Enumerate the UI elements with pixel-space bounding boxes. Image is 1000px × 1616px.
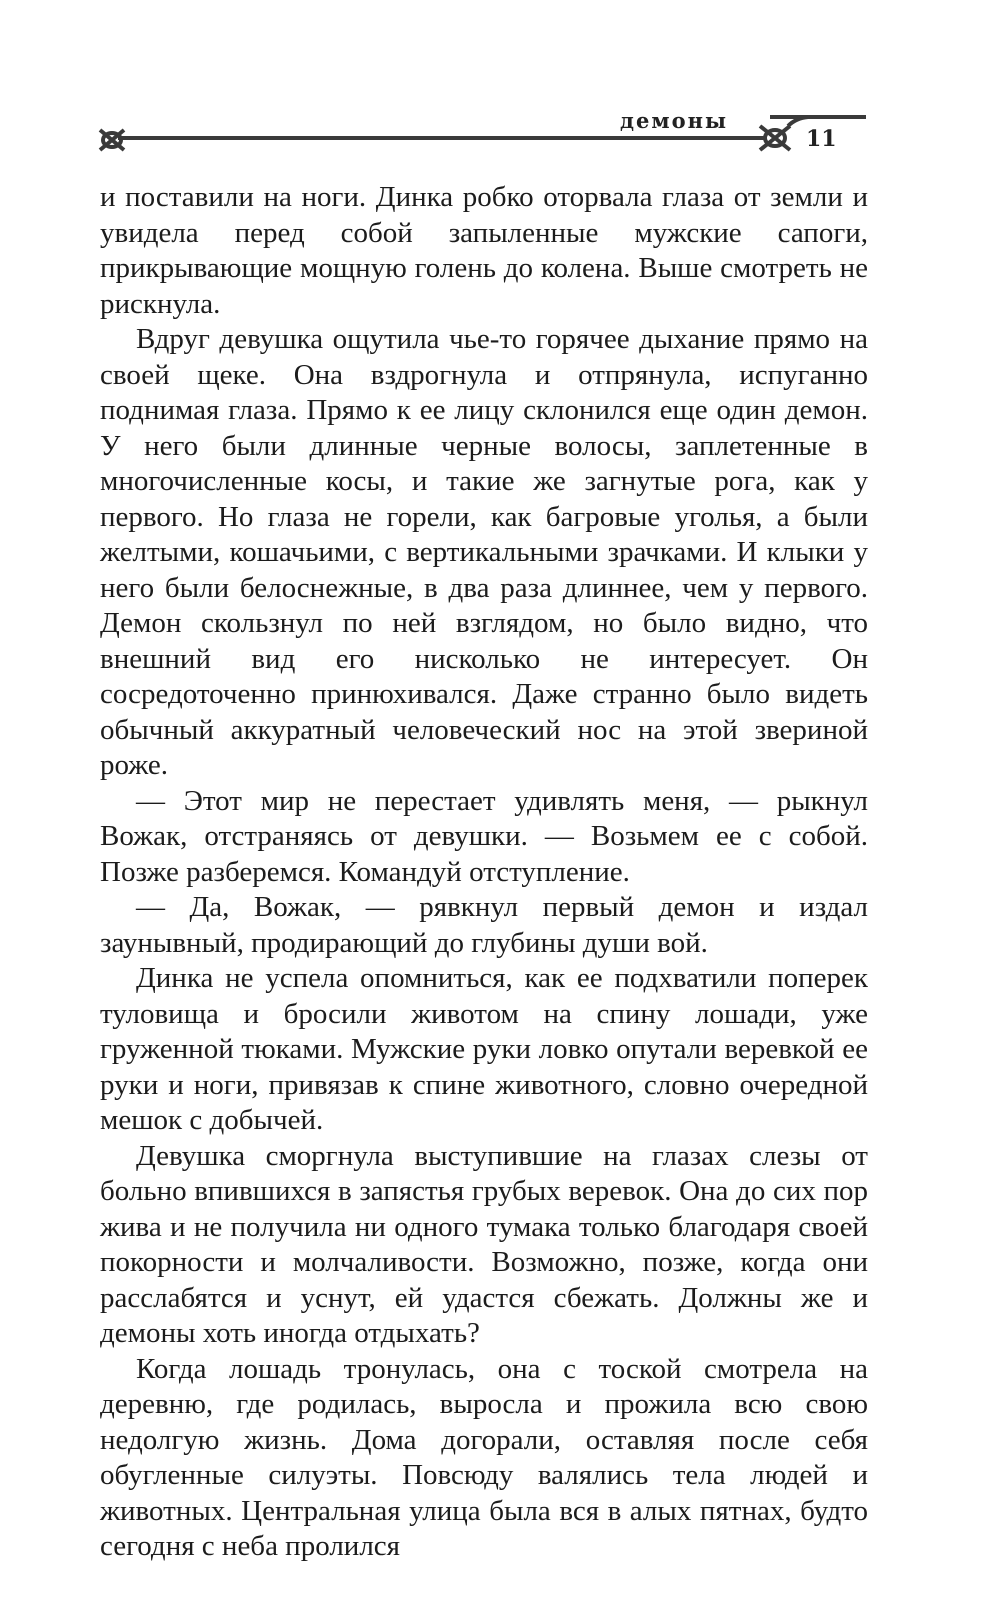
page-number: 11 xyxy=(806,126,837,152)
page-header xyxy=(0,0,1000,180)
paragraph: Динка не успела опомниться, как ее подхватили поперек туловища и бросили животом на спину лошади, уже груженной тюками. Мужские руки ловко опутали веревкой ее руки и ноги, привязав к спине животного, словно очередной мешок с добычей. xyxy=(100,962,868,1136)
running-title: демоны xyxy=(620,108,729,133)
paragraph: Девушка сморгнула выступившие на глазах слезы от больно впившихся в запястья грубых веревок. Она до сих пор жива и не получила ни одного тумака только благодаря своей покорности и молчаливости. Возможно, позже, когда они расслабятся и уснут, ей удастся сбежать. Должны же и демоны хоть иногда отдыхать? xyxy=(100,1139,868,1349)
header-ornament xyxy=(0,0,1000,180)
paragraph: Когда лошадь тронулась, она с тоской смотрела на деревню, где родилась, выросла и прожила всю свою недолгую жизнь. Дома догорали, оставляя после себя обугленные силуэты. Повсюду валялись тела людей и животных. Центральная улица была вся в алых пятнах, будто сегодня с неба пролился xyxy=(100,1352,868,1562)
left-knot-icon xyxy=(100,130,124,150)
right-knot-icon xyxy=(760,117,808,150)
paragraph: — Этот мир не перестает удивлять меня, — рыкнул Вожак, отстраняясь от девушки. — Возьмем ее с собой. Позже разберемся. Командуй отступление. xyxy=(100,784,868,888)
paragraph: Вдруг девушка ощутила чье-то горячее дыхание прямо на своей щеке. Она вздрогнула и отпрянула, испуганно поднимая глаза. Прямо к ее лицу склонился еще один демон. У него были длинные черные волосы, заплетенные в многочисленные косы, и такие же загнутые рога, как у первого. Но глаза не горели, как багровые уголья, а были желтыми, кошачьими, с вертикальными зрачками. И клыки у него были белоснежные, в два раза длиннее, чем у первого. Демон скользнул по ней взглядом, но было видно, что внешний вид его нисколько не интересует. Он сосредоточенно принюхивался. Даже странно было видеть обычный аккуратный человеческий нос на этой звериной роже. xyxy=(100,323,868,781)
body-text xyxy=(100,180,868,1565)
paragraph: и поставили на ноги. Динка робко оторвала глаза от земли и увидела перед собой запыленные мужские сапоги, прикрывающие мощную голень до колена. Выше смотреть не рискнула. xyxy=(100,181,868,320)
paragraph: — Да, Вожак, — рявкнул первый демон и издал заунывный, продирающий до глубины души вой. xyxy=(100,891,868,959)
